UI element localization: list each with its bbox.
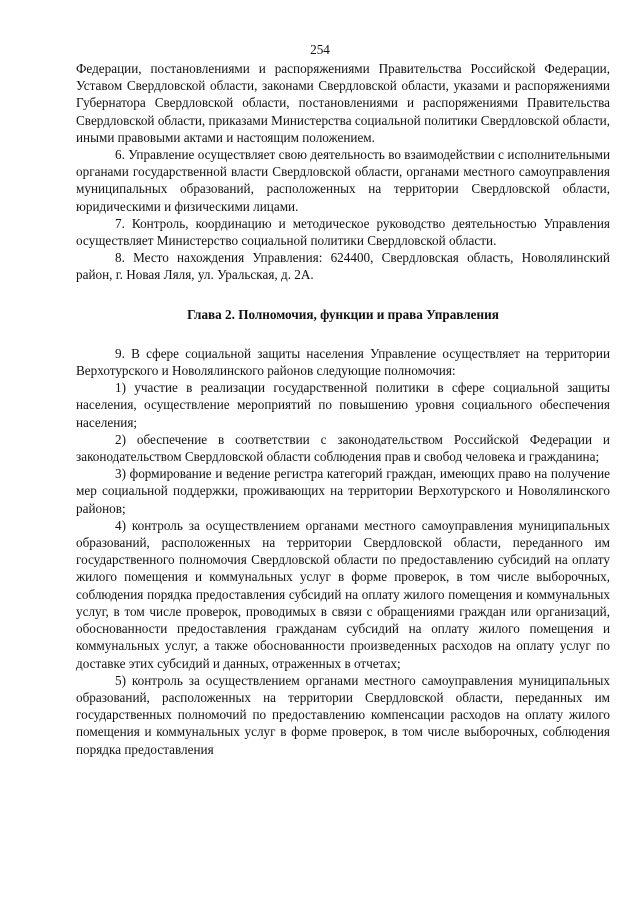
paragraph-continuation: Федерации, постановлениями и распоряжениями Правительства Российской Федерации, Уставом Свердловской области, законами Свердловской области, указами и распоряжениями Губернатора Свердловской области, постановлениями и распоряжениями Правительства Свердловской области, приказами Министерства социальной политики Свердловской области, иными правовыми актами и настоящим положением.	[76, 61, 610, 145]
paragraph-7: 7. Контроль, координацию и методическое руководство деятельностью Управления осуществляет Министерство социальной политики Свердловской области.	[76, 215, 610, 249]
paragraph-9: 9. В сфере социальной защиты населения Управление осуществляет на территории Верхотурского и Новолялинского районов следующие полномочия:	[76, 345, 610, 379]
document-body	[76, 60, 610, 758]
list-item-4: 4) контроль за осуществлением органами местного самоуправления муниципальных образований, расположенных на территории Свердловской области, переданного им государственного полномочия Свердловской области по предоставлению субсидий на оплату жилого помещения и коммунальных услуг в форме проверок, в том числе выборочных, соблюдения порядка предоставления субсидий на оплату жилого помещения и коммунальных услуг, в том числе проверок, проводимых в связи с обращениями граждан или организаций, обоснованности предоставления гражданам субсидий на оплату жилого помещения и коммунальных услуг, а также обоснованности произведенных расходов на оплату услуг по доставке этих субсидий и данных, отраженных в отчетах;	[76, 517, 610, 671]
paragraph-8: 8. Место нахождения Управления: 624400, Свердловская область, Новолялинский район, г. Новая Ляля, ул. Уральская, д. 2А.	[76, 250, 610, 283]
list-item-3: 3) формирование и ведение регистра категорий граждан, имеющих право на получение мер социальной поддержки, проживающих на территории Верхотурского и Новолялинского районов;	[76, 466, 610, 516]
list-item-1: 1) участие в реализации государственной политики в сфере социальной защиты населения, осуществление мероприятий по повышению уровня социального обеспечения населения;	[76, 380, 610, 430]
page-number: 254	[310, 42, 330, 57]
paragraph-6: 6. Управление осуществляет свою деятельность во взаимодействии с исполнительными органами государственной власти Свердловской области, органами местного самоуправления муниципальных образований, расположенных на территории Свердловской области, юридическими и физическими лицами.	[76, 147, 610, 214]
list-item-2: 2) обеспечение в соответствии с законодательством Российской Федерации и законодательством Свердловской области соблюдения прав и свобод человека и гражданина;	[76, 431, 610, 465]
chapter-heading: Глава 2. Полномочия, функции и права Управления	[187, 306, 499, 322]
list-item-5: 5) контроль за осуществлением органами местного самоуправления муниципальных образований, расположенных на территории Свердловской области, переданных им государственных полномочий по предоставлению компенсации расходов на оплату жилого помещения и коммунальных услуг в форме проверок, в том числе выборочных, соблюдения порядка предоставления	[76, 672, 610, 757]
